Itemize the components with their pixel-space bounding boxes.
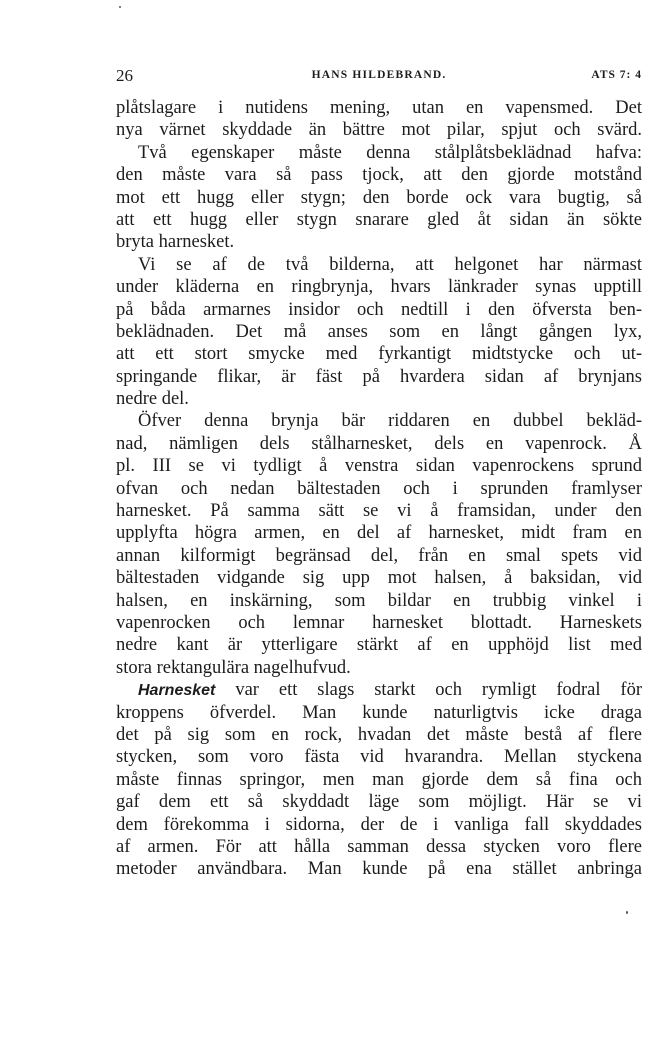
text-line: Öfver denna brynja bär riddaren en dubbel bekläd- [138,411,642,432]
page-number: 26 [116,66,133,85]
text-line: mot ett hugg eller stygn; den borde ock vara bugtig, så [116,187,642,208]
text-line: nad, nämligen dels stålharnesket, dels en vapenrock. Å [116,433,642,454]
text-line: nedre del. [116,389,189,410]
text-line: under kläderna en ringbrynja, hvars länkrader synas upptill [116,277,642,298]
text-line: ofvan och nedan bältestaden och i sprunden framlyser [116,478,642,499]
text-line: harnesket. På samma sätt se vi å framsidan, under den [116,501,642,522]
text-line [116,679,642,701]
text-line: Vi se af de två bilderna, att helgonet har närmast [138,254,642,275]
print-speck [119,6,121,8]
text-line: metoder användbara. Man kunde på ena stället anbringa [116,859,642,880]
text-line: beklädnaden. Det må anses som en långt gången lyx, [116,321,642,342]
text-line: upplyfta högra armen, en del af harnesket, midt fram en [116,523,642,544]
text-line: stycken, som voro fästa vid hvarandra. Mellan styckena [116,747,642,768]
text-line: på båda armarnes insidor och nedtill i den öfversta ben- [116,299,642,320]
text-line: dem förekomma i sidorna, der de i vanliga fall skyddades [116,814,642,835]
text-line: halsen, en inskärning, som bildar en trubbig vinkel i [116,590,642,611]
text-line: den måste vara så pass tjock, att den gjorde motstånd [116,165,642,186]
side-heading: Harnesket [138,682,216,700]
text-line: springande flikar, är fäst på hvardera sidan af brynjans [116,366,642,387]
text-line: bältestaden vidgande sig upp mot halsen, å baksidan, vid [116,568,642,589]
text-line: att ett hugg eller stygn snarare gled åt sidan än sökte [116,209,642,230]
text-line: Två egenskaper måste denna stålplåtsbeklädnad hafva: [138,142,642,163]
text-line: pl. III se vi tydligt å venstra sidan vapenrockens sprund [116,456,642,477]
text-line: nya värnet skyddade än bättre mot pilar, spjut och svärd. [116,120,642,141]
text-line: af armen. För att hålla samman dessa stycken voro flere [116,836,642,857]
text-line: att ett stort smycke med fyrkantigt midtstycke och ut- [116,344,642,365]
text-line: det på sig som en rock, hvadan det måste bestå af flere [116,724,642,745]
text-line: gaf dem ett så skyddadt läge som möjligt. Här se vi [116,792,642,813]
signature-mark: ATS 7: 4 [591,69,642,81]
text-line: vapenrocken och lemnar harnesket blottadt. Harneskets [116,612,642,633]
running-title: HANS HILDEBRAND. [311,69,447,81]
text-line: plåtslagare i nutidens mening, utan en vapensmed. Det [116,98,642,118]
text-line-tail: var ett slags starkt och rymligt fodral för [235,680,643,701]
text-line: måste finnas springor, men man gjorde dem så fina och [116,769,642,790]
text-line: annan kilformigt begränsad del, från en smal spets vid [116,545,642,566]
text-line: kroppens öfverdel. Man kunde naturligtvis icke draga [116,702,642,723]
body-text [116,97,642,881]
print-speck [626,911,628,914]
text-line: nedre kant är ytterligare stärkt af en upphöjd list med [116,635,642,656]
running-header [116,66,642,86]
text-line: stora rektangulära nagelhufvud. [116,657,351,678]
text-line: bryta harnesket. [116,232,235,253]
